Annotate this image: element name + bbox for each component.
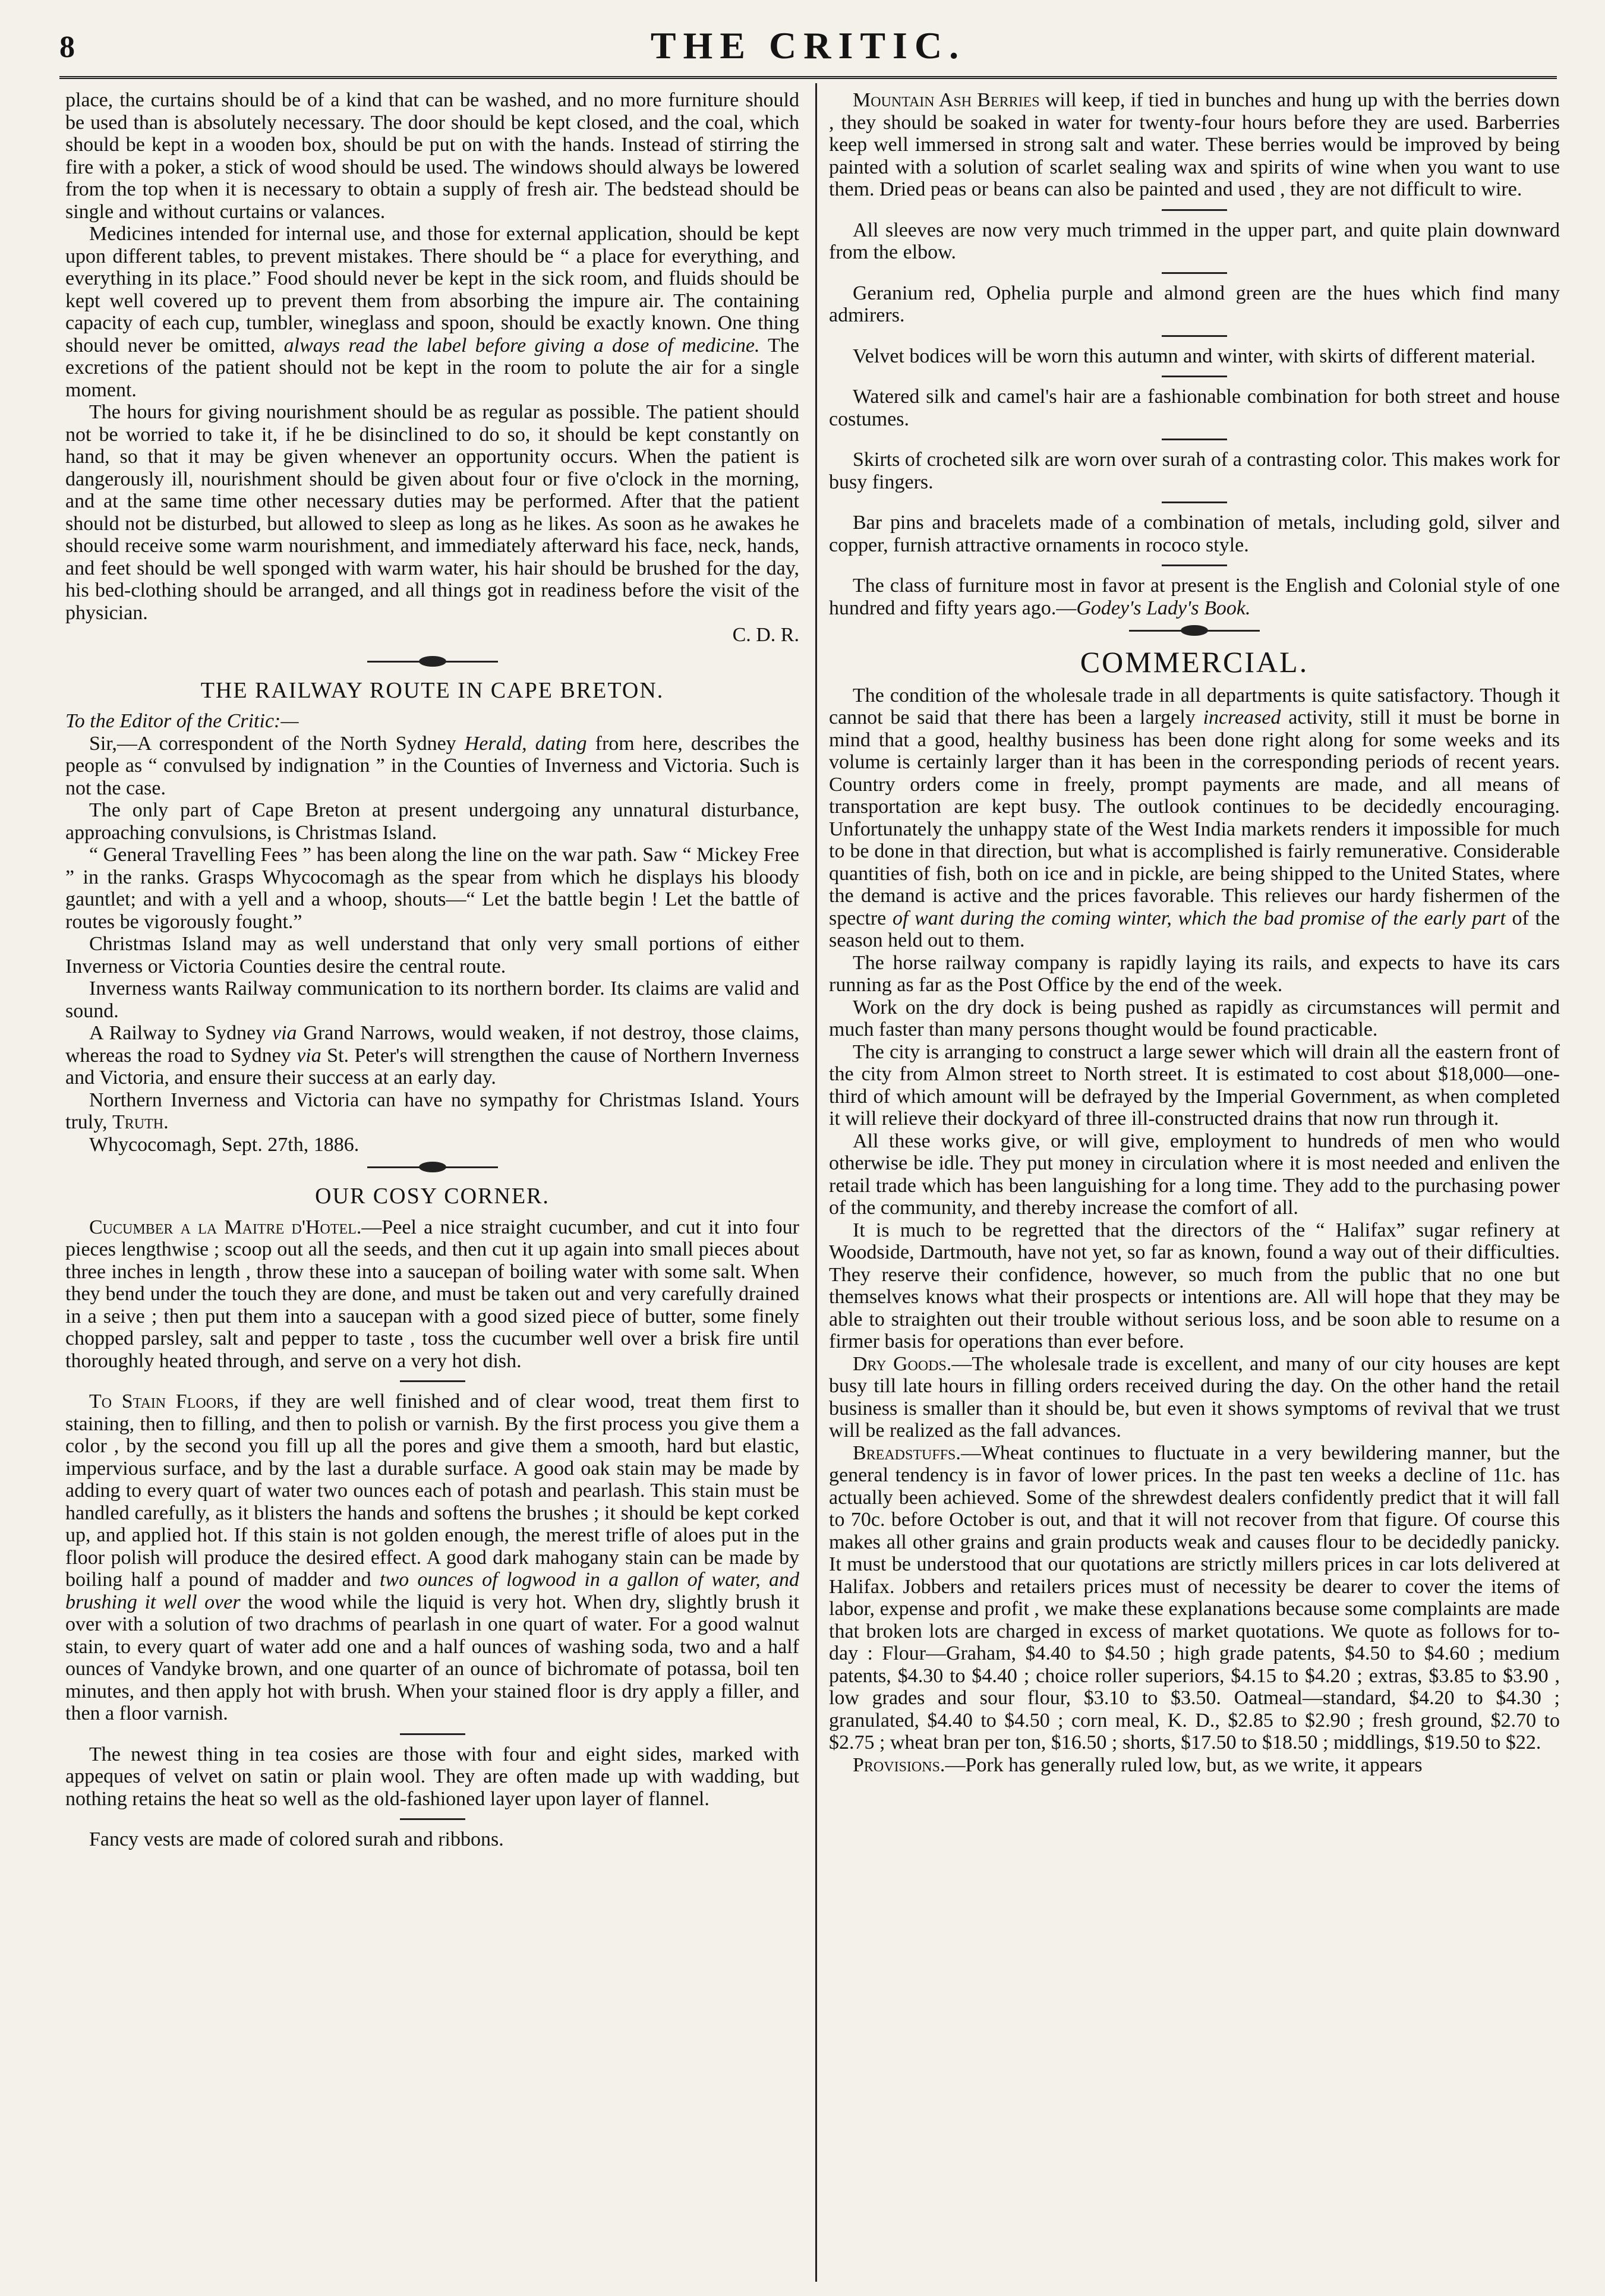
run-in-head: Cucumber a la Maitre d'Hotel. xyxy=(89,1216,362,1238)
text: A Railway to Sydney xyxy=(89,1022,266,1044)
closing: Yours truly, xyxy=(65,1089,800,1133)
text: activity, still it must be borne in mind that a good, healthy business has been done right along for some weeks and its volume is certainly larger than it has been in the corresponding periods of recent years. Country orders come in freely, prompt payments are made, and all means of transportation are kept busy. The outlook continues to be decidedly encouraging. Unfortunately the unhappy state of the West India markets renders it impossible for much to be done in that direction, but what is accomplished is fairly remunerative. Considerable quantities of fish, both on ice and in pickle, are being shipped to the United States, where the demand is active and the prices favorable. This relieves our hardy fishermen of the spectre xyxy=(829,707,1560,929)
paragraph xyxy=(65,1216,799,1373)
section-ornament xyxy=(65,1156,799,1179)
paragraph: All these works give, or will give, employment to hundreds of men who would otherwise be idle. They put money in circulation where it is most needed and enliven the retail trade which has been languishing for a long time. They add to the purchasing power of the community, and thereby increase the comfort of all. xyxy=(829,1130,1560,1219)
paragraph: Skirts of crocheted silk are worn over surah of a contrasting color. This makes work for busy fingers. xyxy=(829,449,1560,493)
divider xyxy=(1162,209,1227,211)
divider xyxy=(1162,439,1227,440)
section-ornament xyxy=(65,650,799,674)
text: Northern Inverness and Victoria can have no sympathy for Christmas Island. xyxy=(89,1089,745,1111)
paragraph: Watered silk and camel's hair are a fashionable combination for both street and house costumes. xyxy=(829,386,1560,430)
divider xyxy=(1162,564,1227,566)
paragraph: All sleeves are now very much trimmed in the upper part, and quite plain downward from the elbow. xyxy=(829,219,1560,263)
text: Medicines intended for internal use, and those for external application, should be kept upon different tables, to prevent mistakes. There should be “ a place for everything, and everything in its place.” Food should never be kept in the sick room, and fluids should be kept well covered up to prevent them from absorbing the impure air. The containing capacity of each cup, tumbler, wineglass and spoon, should be exactly known. One thing should never be omitted, xyxy=(65,223,799,357)
text: from here, describes the people as “ convulsed by indignation ” in the Counties of Inverness and Victoria. Such is not the case. xyxy=(65,732,799,799)
paragraph xyxy=(829,575,1560,619)
paragraph: The only part of Cape Breton at present undergoing any unnatural disturbance, approaching convulsions, is Christmas Island. xyxy=(65,799,799,844)
divider xyxy=(1162,502,1227,503)
paragraph xyxy=(65,1390,799,1725)
newspaper-title: THE CRITIC. xyxy=(650,24,966,67)
paragraph xyxy=(829,1442,1560,1754)
article-title: THE RAILWAY ROUTE IN CAPE BRETON. xyxy=(200,677,664,703)
text: —The wholesale trade is excellent, and many of our city houses are kept busy till late hours in filling orders received during the day. On the other hand the retail business is smaller than it should be, but even it shows symptoms of revival that we trust will be realized as the fall advances. xyxy=(829,1352,1560,1442)
signature: C. D. R. xyxy=(732,624,799,646)
text: The condition of the wholesale trade in all departments is quite satisfactory. Though it cannot be said that there has been a largely xyxy=(829,684,1560,728)
text: if they are well finished and of clear wood, treat them first to staining, then to filling, and then to polish or varnish. By the first process you give them a color , by the second you fill up all the pores and give them a smooth, hard but elastic, impervious surface, and by the last a durable surface. A good oak stain may be made by adding to every quart of water two ounces each of potash and pearlash. This stain must be handled carefully, as it blisters the hands and softens the brushes ; it should be kept corked up, and applied hot. If this stain is not golden enough, the merest trifle of aloes put in the floor polish will produce the desired effect. A good dark mahogany stain can be made by boiling half a pound of madder and xyxy=(65,1390,799,1591)
paragraph: The city is arranging to construct a large sewer which will drain all the eastern front of the city from Almon street to North street. It is estimated to cost about $18,000—one-third of which amount will be defrayed by the Imperial Government, as when completed it will relieve their dockyard of three ill-constructed drains that now run through it. xyxy=(829,1040,1560,1130)
run-in-head: Dry Goods. xyxy=(853,1352,952,1375)
paragraph xyxy=(65,733,799,800)
paragraph xyxy=(829,1754,1560,1777)
run-in-head: Breadstuffs. xyxy=(853,1442,961,1464)
paragraph: The hours for giving nourishment should be as regular as possible. The patient should not be worried to take it, if he be disinclined to do so, it should be kept constantly on hand, so that it may be given whenever an opportunity occurs. When the patient is dangerously ill, nourishment should be given about four or five o'clock in the morning, and at the same time other necessary duties may be performed. After that the patient should not be disturbed, but allowed to sleep as long as he likes. As soon as he awakes he should receive some warm nourishment, and immediately afterward his face, neck, hands, and feet should be well sponged with warm water, his hair should be brushed for the day, his bed-clothing should be arranged, and all things got in readiness before the visit of the physician. xyxy=(65,401,799,624)
text: —Peel a nice straight cucumber, and cut it into four pieces lengthwise ; scoop out all the seeds, and then cut it up again into small pieces about three inches in length , throw these into a saucepan of boiling water with some salt. When they bend under the touch they are done, and must be taken out and very carefully drained in a seive ; then put them into a saucepan with a good sized piece of butter, some finely chopped parsley, salt and pepper to taste , toss the cucumber well over a brisk fire until thoroughly heated through, and serve on a very hot dish. xyxy=(65,1216,799,1372)
text: Grand Narrows, would weaken, if not destroy, those claims, whereas the road to Sydney xyxy=(65,1022,799,1067)
text: Sir,—A correspondent of the North Sydney xyxy=(89,732,456,755)
paragraph: Geranium red, Ophelia purple and almond green are the hues which find many admirers. xyxy=(829,282,1560,326)
masthead xyxy=(59,24,1557,71)
paragraph: place, the curtains should be of a kind that can be washed, and no more furniture should be used than is absolutely necessary. The door should be kept closed, and the coal, which should be kept in a wooden box, should be put on with the hands. Instead of stirring the fire with a poker, a stick of wood should be used. The windows should always be lowered from the top when it is necessary to obtain a supply of fresh air. The bedstead should be single and without curtains or valances. xyxy=(65,89,799,223)
text: of the season held out to them. xyxy=(829,907,1560,951)
divider xyxy=(1162,335,1227,337)
salutation xyxy=(65,710,799,733)
left-column xyxy=(65,89,799,1851)
emphasis: of want during the coming winter, which the bad promise of the early part xyxy=(892,907,1506,929)
divider xyxy=(1162,376,1227,377)
text: St. Peter's will strengthen the cause of Northern Inverness and Victoria, and ensure their success at an early day. xyxy=(65,1044,800,1089)
paragraph: The horse railway company is rapidly laying its rails, and expects to have its cars running as far as the Post Office by the end of the week. xyxy=(829,951,1560,996)
section-title: COMMERCIAL. xyxy=(1080,645,1309,679)
divider xyxy=(400,1733,465,1735)
right-column xyxy=(829,89,1560,1776)
paragraph xyxy=(65,223,799,401)
emphasis: via xyxy=(272,1022,297,1044)
paragraph: Christmas Island may as well understand that only very small portions of either Inverness or Victoria Counties desire the central route. xyxy=(65,933,799,977)
paragraph: Velvet bodices will be worn this autumn and winter, with skirts of different material. xyxy=(853,345,1536,367)
emphasis: via xyxy=(297,1044,321,1067)
emphasis: Godey's Lady's Book. xyxy=(1076,597,1251,619)
run-in-head: Mountain Ash Berries xyxy=(853,89,1040,111)
paragraph: Inverness wants Railway communication to its northern border. Its claims are valid and sound. xyxy=(65,977,799,1022)
paragraph xyxy=(65,1022,799,1089)
page-number: 8 xyxy=(59,30,75,64)
paragraph: “ General Travelling Fees ” has been along the line on the war path. Saw “ Mickey Free ” in the ranks. Grasps Whycocomagh as the spear from which he displays his bloody gauntlet; and with a yell and a whoop, shouts—“ Let the battle begin ! Let the battle of routes be vigorously fought.” xyxy=(65,844,799,933)
section-ornament xyxy=(829,619,1560,643)
signature: Truth. xyxy=(112,1111,169,1133)
text: —Pork has generally ruled low, but, as we write, it appears xyxy=(945,1753,1423,1776)
paragraph: Fancy vests are made of colored surah and ribbons. xyxy=(89,1828,504,1850)
text: the wood while the liquid is very hot. When dry, slightly brush it over with a solution of two drachms of pearlash in one quart of water. For a good walnut stain, to every quart of water add one and a half ounces of washing soda, two and a half ounces of Vandyke brown, and one quarter of an ounce of bichromate of potassa, boil ten minutes, and then apply hot with brush. When your stained floor is dry apply a filler, and then a floor varnish. xyxy=(65,1591,800,1724)
text: —Wheat continues to fluctuate in a very bewildering manner, but the general tendency is in favor of lower prices. In the past ten weeks a decline of 11c. has actually been achieved. Some of the shrewdest dealers confidently predict that it will fall to 70c. before October is out, and that it will not recover from that figure. Of course this makes all other grains and grain products weak and causes flour to be decidedly panicky. It must be understood that our quotations are strictly millers prices in car lots delivered at Halifax. Jobbers and retailers prices must of necessity be dearer to cover the items of labor, expense and profit , we make these explanations because some complaints are made that broken lots are charged in excess of market quotations. We quote as follows for to-day : Flour—Graham, $4.40 to $4.50 ; high grade patents, $4.50 to $4.60 ; medium patents, $4.30 to $4.40 ; choice roller superiors, $4.15 to $4.20 ; extras, $3.85 to $3.90 , low grades and sour flour, $3.10 to $3.50. Oatmeal—standard, $4.20 to $4.30 ; granulated, $4.40 to $4.50 ; corn meal, K. D., $2.85 to $2.90 ; fresh ground, $2.70 to $2.75 ; wheat bran per ton, $16.50 ; shorts, $17.50 to $18.50 ; middlings, $19.50 to $22. xyxy=(829,1442,1560,1753)
column-divider xyxy=(815,83,817,2282)
run-in-head: Provisions. xyxy=(853,1753,945,1776)
emphasis: two ounces of logwood in a gallon of water, and brushing it well over xyxy=(65,1569,800,1613)
text: The class of furniture most in favor at present is the English and Colonial style of one hundred and fifty years ago.— xyxy=(829,575,1560,619)
paragraph: Work on the dry dock is being pushed as rapidly as circumstances will permit and much faster than many persons thought would be found practicable. xyxy=(829,996,1560,1040)
paragraph xyxy=(829,1353,1560,1442)
paragraph xyxy=(829,685,1560,952)
paragraph xyxy=(829,89,1560,201)
divider xyxy=(1162,272,1227,274)
text: will keep, if tied in bunches and hung up with the berries down , they should be soaked in water for twenty-four hours before they are used. Barberries keep well immersed in strong salt and water. These berries would be improved by being painted with a solution of scarlet sealing wax and spirits of wine when you want to use them. Dried peas or beans can also be painted and used , they are not difficult to wire. xyxy=(829,89,1560,200)
dateline: Whycocomagh, Sept. 27th, 1886. xyxy=(89,1133,360,1156)
paragraph: It is much to be regretted that the directors of the “ Halifax” sugar refinery at Woodside, Dartmouth, have not yet, so far as known, found a way out of their difficulties. They reserve their confidence, however, so much from the public that no one but themselves knows what their prospects or intentions are. All will hope that they may be able to straighten out their trouble without serious loss, and be soon able to resume on a firmer basis for operations than ever before. xyxy=(829,1219,1560,1352)
article-title: OUR COSY CORNER. xyxy=(315,1184,550,1209)
emphasis: always read the label before giving a dose of medicine. xyxy=(283,334,760,357)
run-in-head: To Stain Floors, xyxy=(89,1390,239,1412)
divider xyxy=(400,1380,465,1382)
masthead-rule xyxy=(59,76,1557,79)
emphasis: increased xyxy=(1203,707,1281,728)
text: The excretions of the patient should not be kept in the room to polute the air for a single moment. xyxy=(65,334,799,401)
salutation-text: To the Editor of the Critic:— xyxy=(65,710,299,732)
paragraph: The newest thing in tea cosies are those with four and eight sides, marked with appeques of velvet on satin or plain wool. They are often made up with wadding, but nothing retains the heat so well as the old-fashioned layer upon layer of flannel. xyxy=(65,1743,799,1810)
paragraph xyxy=(65,1089,799,1134)
divider xyxy=(400,1818,465,1820)
emphasis: Herald, dating xyxy=(464,732,587,755)
paragraph: Bar pins and bracelets made of a combination of metals, including gold, silver and copper, furnish attractive ornaments in rococo style. xyxy=(829,512,1560,556)
